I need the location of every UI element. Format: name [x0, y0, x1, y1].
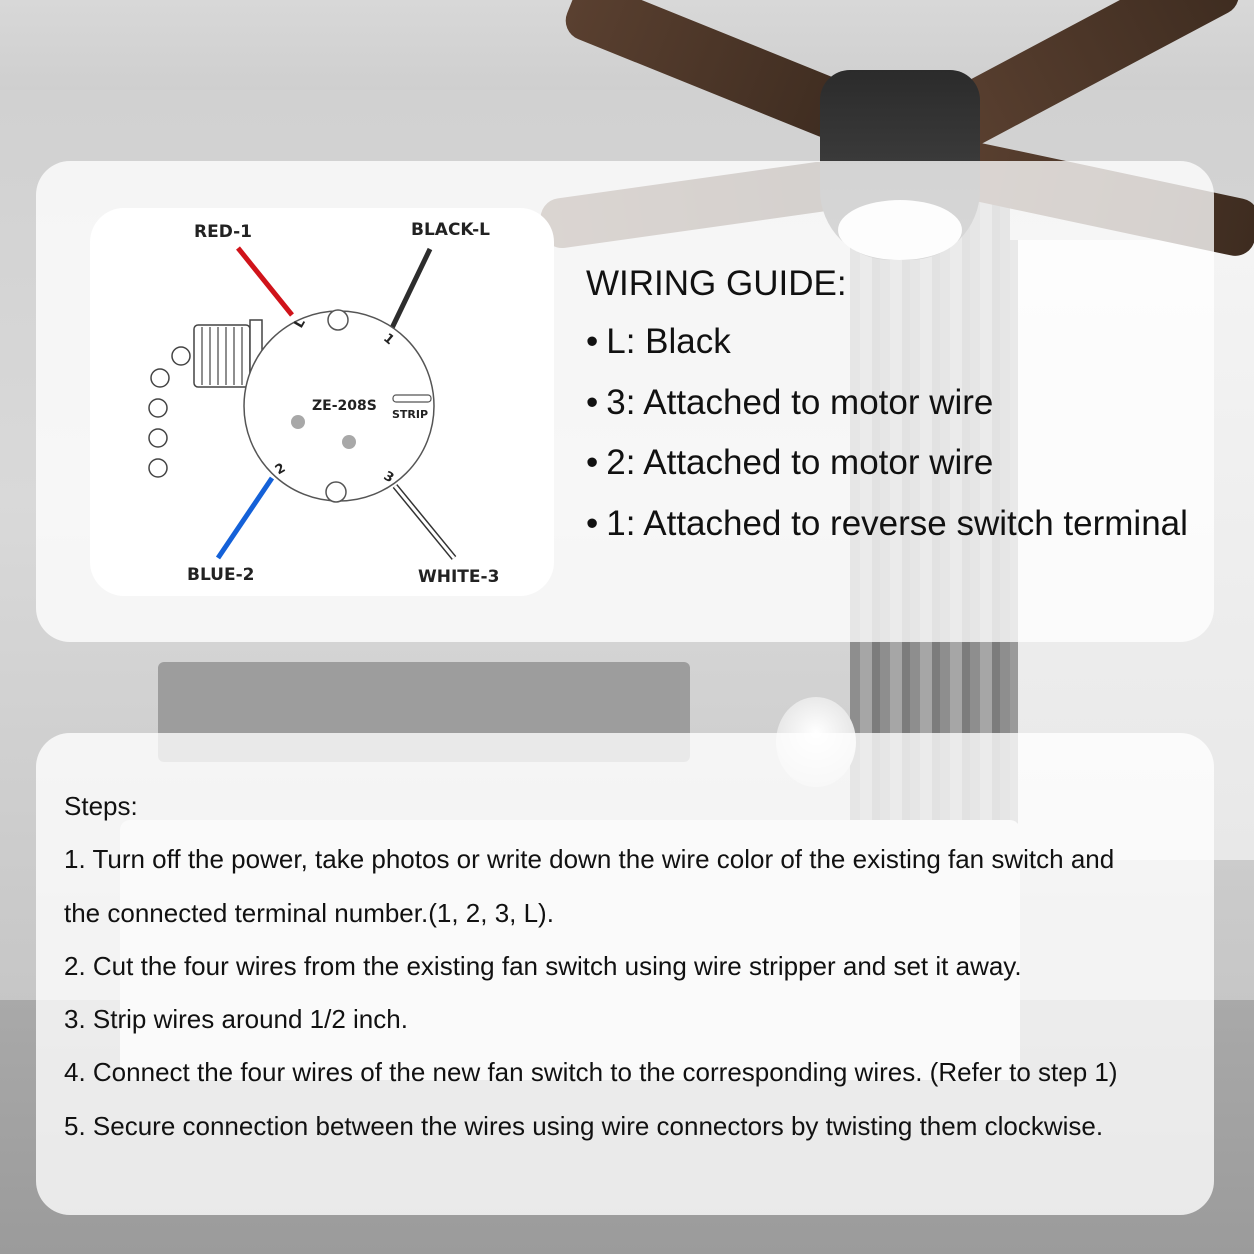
wire-label-red: RED-1 — [194, 222, 253, 242]
wire-black — [392, 249, 430, 328]
list-item: • 2: Attached to motor wire — [586, 443, 994, 482]
steps-heading: Steps: — [64, 791, 138, 821]
wire-red — [238, 248, 292, 315]
strip-label: STRIP — [392, 408, 429, 421]
step-line: 3. Strip wires around 1/2 inch. — [64, 1004, 408, 1035]
guide-item-text: 3: Attached to motor wire — [606, 382, 994, 422]
switch-wiring-diagram — [90, 208, 554, 596]
wiring-guide-list — [586, 312, 1206, 554]
guide-item-text: L: Black — [606, 322, 731, 361]
list-item: • 3: Attached to motor wire — [586, 382, 994, 422]
switch-model-label: ZE-208S — [312, 398, 377, 414]
list-item: • L: Black — [586, 322, 731, 361]
wire-label-black: BLACK-L — [411, 220, 491, 240]
terminal-hole — [326, 482, 346, 502]
wire-label-white: WHITE-3 — [418, 567, 500, 587]
terminal-mark-2: 2 — [272, 460, 289, 479]
pull-chain-icon — [149, 347, 190, 477]
step-line: 5. Secure connection between the wires using wire connectors by twisting them clockwise. — [64, 1110, 1104, 1141]
steps-text — [64, 780, 1204, 1153]
wiring-guide — [586, 256, 1206, 554]
terminal-mark-1: 1 — [380, 330, 397, 349]
step-line: 4. Connect the four wires of the new fan switch to the corresponding wires. (Refer to step 1) — [64, 1057, 1118, 1088]
wire-label-blue: BLUE-2 — [187, 565, 255, 585]
terminal-hole — [328, 310, 348, 330]
terminal-mark-l: L — [291, 316, 309, 331]
step-line: 2. Cut the four wires from the existing fan switch using wire stripper and set it away. — [64, 950, 1022, 981]
wire-blue — [218, 478, 272, 558]
mount-dot — [342, 435, 356, 449]
step-line: 1. Turn off the power, take photos or write down the wire color of the existing fan switch and — [64, 844, 1115, 875]
strip-slot — [393, 395, 431, 402]
wiring-guide-title: WIRING GUIDE: — [586, 264, 847, 303]
list-item: • 1: Attached to reverse switch terminal — [586, 503, 1188, 543]
guide-item-text: 2: Attached to motor wire — [606, 443, 994, 482]
mount-dot — [291, 415, 305, 429]
wire-white — [395, 486, 454, 558]
guide-item-text: 1: Attached to reverse switch terminal — [606, 503, 1188, 543]
step-line: the connected terminal number.(1, 2, 3, L). — [64, 897, 554, 928]
terminal-mark-3: 3 — [380, 468, 397, 487]
